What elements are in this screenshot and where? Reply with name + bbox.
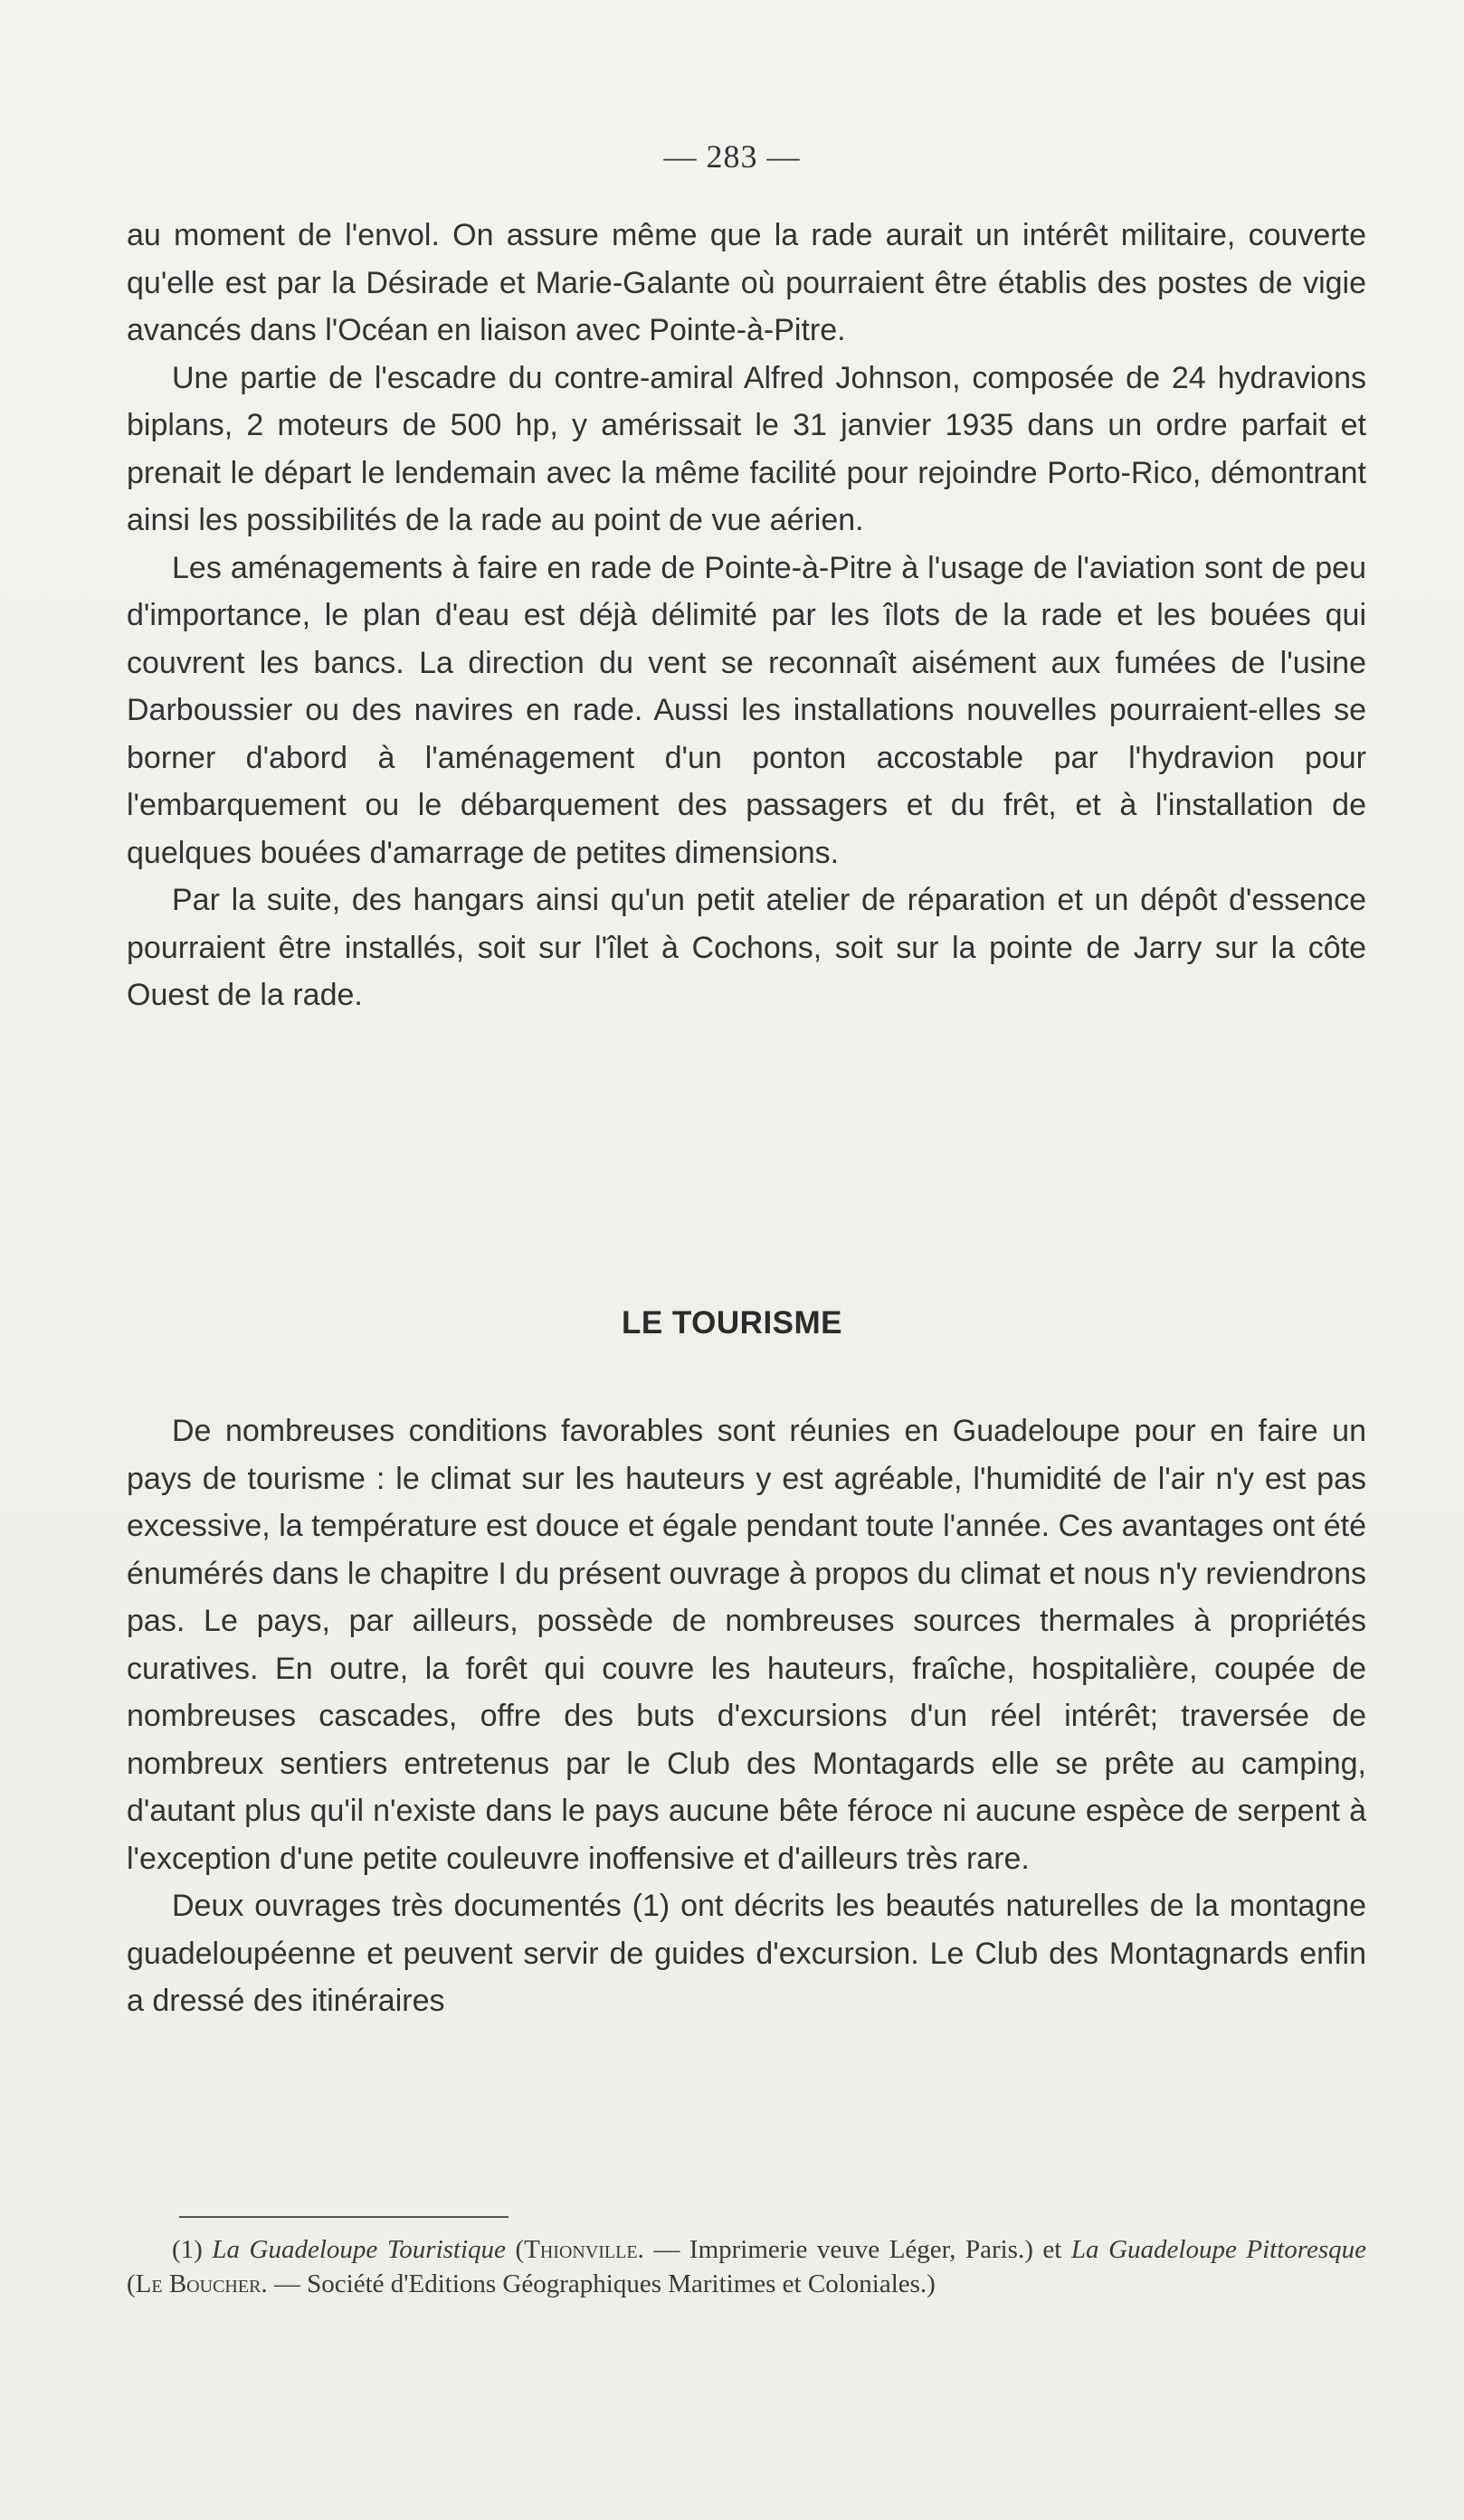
footnote [127,2232,1366,2301]
paragraph: Deux ouvrages très documentés (1) ont décrits les beautés naturelles de la montagne guadeloupéenne et peuvent servir de guides d'excursion. Le Club des Montagnards enfin a dressé des itinéraires [127,1889,1366,2018]
paragraph: Par la suite, des hangars ainsi qu'un petit atelier de réparation et un dépôt d'essence pourraient être installés, soit sur l'îlet à Cochons, soit sur la pointe de Jarry sur la côte Ouest de la rade. [127,883,1366,1012]
text-block-aviation [127,212,1366,1019]
text-block-tourisme [127,1407,1366,2025]
footnote-author-1: (Thionville. [515,2235,644,2264]
paragraph: au moment de l'envol. On assure même que la rade aurait un intérêt militaire, couverte qu'elle est par la Désirade et Marie-Galante où pourraient être établis des postes de vigie avancés dans l'Océan en liaison avec Pointe-à-Pitre. [127,218,1366,347]
paragraph: Une partie de l'escadre du contre-amiral Alfred Johnson, composée de 24 hydravions biplans, 2 moteurs de 500 hp, y amérissait le 31 janvier 1935 dans un ordre parfait et prenait le départ le lendemain avec la même facilité pour rejoindre Porto-Rico, démontrant ainsi les possibilités de la rade au point de vue aérien. [127,360,1366,537]
footnote-divider [179,2216,509,2218]
footnote-publisher-2: — Société d'Editions Géographiques Maritimes et Coloniales.) [273,2269,936,2298]
footnote-marker: (1) [172,2235,203,2264]
paragraph: Les aménagements à faire en rade de Pointe-à-Pitre à l'usage de l'aviation sont de peu d'importance, le plan d'eau est déjà délimité par les îlots de la rade et les bouées qui couvrent les bancs. La direction du vent se reconnaît aisément aux fumées de l'usine Darboussier ou des navires en rade. Aussi les installations nouvelles pourraient-elles se borner d'abord à l'aménagement d'un ponton accostable par l'hydravion pour l'embarquement ou le débarquement des passagers et du frêt, et à l'installation de quelques bouées d'amarrage de petites dimensions. [127,550,1366,870]
section-heading: LE TOURISME [621,1305,843,1341]
footnote-author-2: (Le Boucher. [127,2269,268,2298]
paragraph: De nombreuses conditions favorables sont réunies en Guadeloupe pour en faire un pays de tourisme : le climat sur les hauteurs y est agréable, l'humidité de l'air n'y est pas excessive, la température est douce et égale pendant toute l'année. Ces avantages ont été énumérés dans le chapitre I du présent ouvrage à propos du climat et nous n'y reviendrons pas. Le pays, par ailleurs, possède de nombreuses sources thermales à propriétés curatives. En outre, la forêt qui couvre les hauteurs, fraîche, hospitalière, coupée de nombreuses cascades, offre des buts d'excursions d'un réel intérêt; traversée de nombreux sentiers entretenus par le Club des Montagards elle se prête au camping, d'autant plus qu'il n'existe dans le pays aucune bête féroce ni aucune espèce de serpent à l'exception d'une petite couleuvre inoffensive et d'ailleurs très rare. [127,1414,1366,1876]
footnote-title-2: La Guadeloupe Pittoresque [1070,2235,1366,2264]
footnote-title-1: La Guadeloupe Touristique [212,2235,506,2264]
footnote-conjunction: et [1042,2235,1062,2264]
page-number: — 283 — [663,138,801,175]
footnote-publisher-1: — Imprimerie veuve Léger, Paris.) [653,2235,1033,2264]
